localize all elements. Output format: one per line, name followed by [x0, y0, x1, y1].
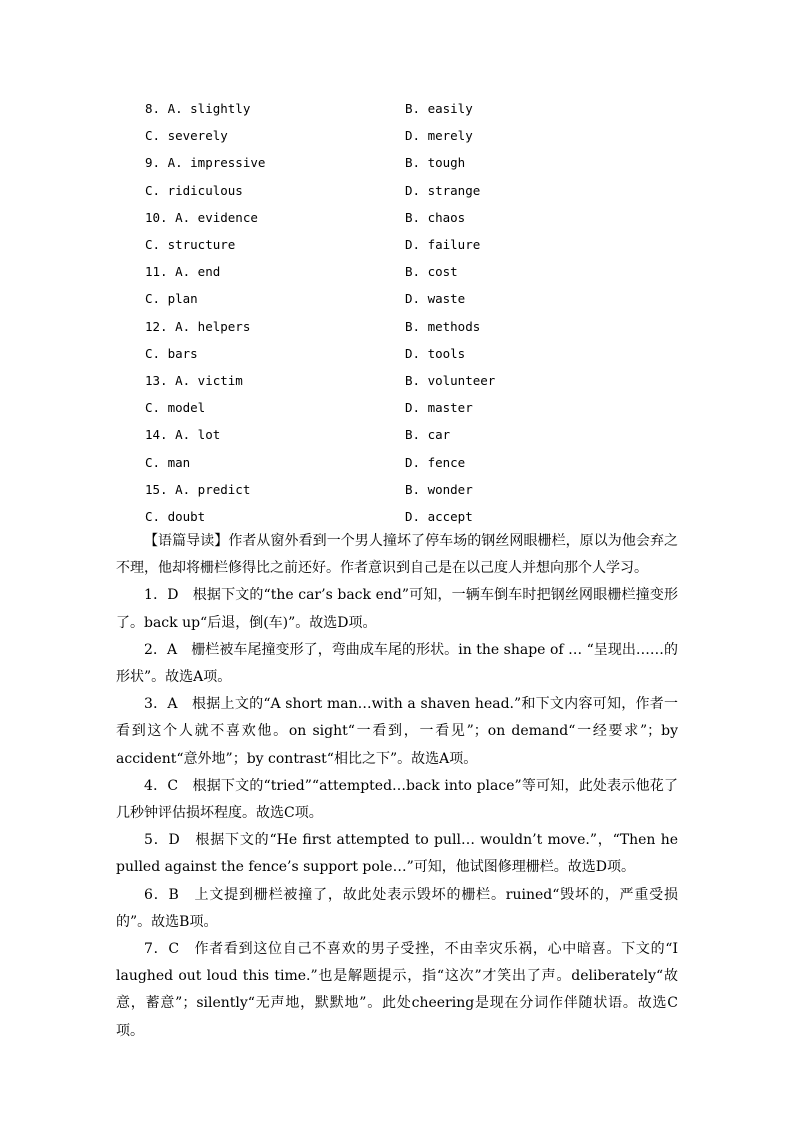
option-row: [145, 394, 705, 421]
option-left: C. structure: [145, 237, 236, 253]
option-right: B. cost: [405, 264, 458, 280]
explanation-item: 2．A 栅栏被车尾撞变形了，弯曲成车尾的形状。in the shape of … “呈现出……的形状”。故选A项。: [116, 641, 678, 686]
option-row: [145, 285, 705, 312]
option-left: C. ridiculous: [145, 182, 243, 198]
option-left: C. model: [145, 400, 206, 416]
option-right: D. master: [405, 400, 473, 416]
explanation-item: 7．C 作者看到这位自己不喜欢的男子受挫，不由幸灾乐祸，心中暗喜。下文的“I laughed out loud this time.”也是解题提示，指“这次”才笑出了声。deliberately“故意，蓄意”；silently“无声地，默默地”。此处cheering是现在分词作伴随状语。故选C项。: [116, 941, 678, 1039]
option-right: B. methods: [405, 318, 481, 334]
option-row: [145, 340, 705, 367]
option-right: D. failure: [405, 237, 481, 253]
option-right: D. fence: [405, 454, 466, 470]
option-row: [145, 313, 705, 340]
option-row: [145, 503, 705, 530]
option-left: 15. A. predict: [145, 481, 251, 497]
option-left: 13. A. victim: [145, 372, 243, 388]
option-right: B. car: [405, 427, 451, 443]
option-row: [145, 149, 705, 176]
option-left: C. plan: [145, 291, 198, 307]
option-left: 8. A. slightly: [145, 101, 251, 117]
option-row: [145, 177, 705, 204]
answer-analysis: [116, 528, 678, 1045]
option-left: 12. A. helpers: [145, 318, 251, 334]
explanation-item: 4．C 根据下文的“tried”“attempted…back into place”等可知，此处表示他花了几秒钟评估损坏程度。故选C项。: [116, 777, 678, 822]
option-left: C. bars: [145, 345, 198, 361]
passage-guide: 【语篇导读】作者从窗外看到一个男人撞坏了停车场的钢丝网眼栅栏，原以为他会弃之不理，他却将栅栏修得比之前还好。作者意识到自己是在以己度人并想向那个人学习。: [116, 533, 678, 577]
option-left: 14. A. lot: [145, 427, 221, 443]
option-right: D. waste: [405, 291, 466, 307]
option-right: B. wonder: [405, 481, 473, 497]
option-right: D. tools: [405, 345, 466, 361]
option-left: C. severely: [145, 128, 228, 144]
option-row: [145, 421, 705, 448]
option-right: B. easily: [405, 101, 473, 117]
option-row: [145, 95, 705, 122]
answer-options-list: [145, 95, 705, 530]
option-right: D. merely: [405, 128, 473, 144]
option-left: 9. A. impressive: [145, 155, 266, 171]
option-left: 10. A. evidence: [145, 209, 258, 225]
option-left: 11. A. end: [145, 264, 221, 280]
option-left: C. man: [145, 454, 191, 470]
explanation-item: 5．D 根据下文的“He first attempted to pull… wouldn’t move.”，“Then he pulled against the fence’s support pole…”可知，他试图修理栅栏。故选D项。: [116, 832, 678, 876]
option-right: D. strange: [405, 182, 481, 198]
option-right: B. chaos: [405, 209, 466, 225]
explanation-item: 6．B 上文提到栅栏被撞了，故此处表示毁坏的栅栏。ruined“毁坏的，严重受损的”。故选B项。: [116, 886, 678, 930]
option-row: [145, 204, 705, 231]
option-row: [145, 476, 705, 503]
option-right: D. accept: [405, 508, 473, 524]
explanation-item: 1．D 根据下文的“the car’s back end”可知，一辆车倒车时把钢丝网眼栅栏撞变形了。back up“后退，倒(车)”。故选D项。: [116, 587, 678, 631]
option-row: [145, 258, 705, 285]
option-row: [145, 448, 705, 475]
option-right: B. tough: [405, 155, 466, 171]
option-row: [145, 122, 705, 149]
option-row: [145, 367, 705, 394]
option-right: B. volunteer: [405, 372, 496, 388]
option-left: C. doubt: [145, 508, 206, 524]
explanation-item: 3．A 根据上文的“A short man…with a shaven head.”和下文内容可知，作者一看到这个人就不喜欢他。on sight“一看到，一看见”；on demand“一经要求”；by accident“意外地”；by contrast“相比之下”。故选A项。: [116, 696, 678, 767]
option-row: [145, 231, 705, 258]
